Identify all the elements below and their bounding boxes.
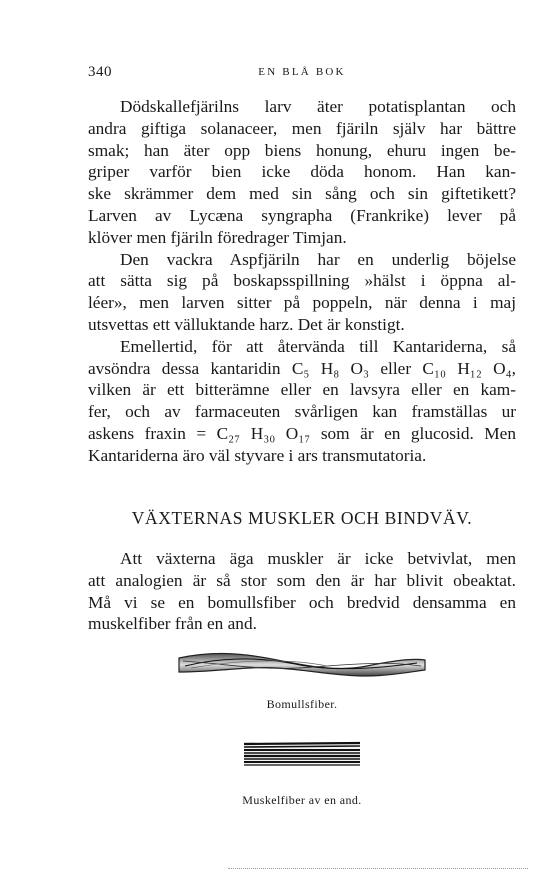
paragraph-line: Må vi se en bomullsfiber och bredvid densamma en [88,592,516,612]
cotton-fiber-figure [88,646,516,682]
figure-caption: Bomullsfiber. [266,697,338,711]
paragraph-line: Emellertid, för att återvända till Kantariderna, så [120,336,516,356]
muscle-fiber-figure [88,736,516,772]
section-title: VÄXTERNAS MUSKLER OCH BINDVÄV. [131,508,473,528]
page-header [88,64,516,84]
page-number: 340 [88,64,112,80]
paragraph-line: avsöndra dessa kantaridin C₅ H₈ O₃ eller C₁₀ H₁₂ O₄, [88,358,516,378]
paragraph-line: utsvettas ett välluktande harz. Det är konstigt. [88,314,405,334]
paragraph-line: ske skrämmer dem med sin sång och sin giftetikett? [88,184,516,204]
figure-caption: Muskelfiber av en and. [242,793,362,807]
paragraph-line: griper varför bien icke döda honom. Han kan- [88,162,516,182]
paragraph-line: muskelfiber från en and. [88,614,257,634]
paragraph-line: andra giftiga solanaceer, men fjäriln själv har bättre [88,118,516,138]
paragraph-line: Att växterna äga muskler är icke betvivlat, men [120,549,516,568]
paragraph-line: att analogien är så stor som den är har blivit obeaktat. [88,570,516,590]
muscle-fiber-illustration [242,736,362,772]
paragraph-line: smak; han äter opp biens honung, ehuru ingen be- [88,140,516,160]
paragraph-line: léer», men larven sitter på poppeln, när denna i maj [88,293,516,313]
paragraph-line: fer, och av farmaceuten svårligen kan framställas ur [88,402,516,422]
body-text-bottom [88,548,516,635]
body-text-top [88,96,516,467]
cotton-fiber-illustration [177,646,427,682]
paragraph-line: Dödskallefjärilns larv äter potatisplantan och [120,97,516,116]
divider [228,868,528,869]
paragraph-line: askens fraxin = C₂₇ H₃₀ O₁₇ som är en glucosid. Men [88,423,516,443]
paragraph-line: Den vackra Aspfjäriln har en underlig böjelse [120,249,516,269]
running-head: EN BLÅ BOK [258,66,346,78]
paragraph-line: Kantariderna äro väl styvare i ars transmutatoria. [88,445,427,465]
paragraph-line: Larven av Lycæna syngrapha (Frankrike) lever på [88,205,516,225]
paragraph-line: vilken är ett bitterämne eller en lavsyra eller en kam- [88,380,516,400]
paragraph-line: att sätta sig på boskapsspillning »hälst i öppna al- [88,271,516,291]
paragraph-line: klöver men fjäriln föredrager Timjan. [88,227,347,247]
